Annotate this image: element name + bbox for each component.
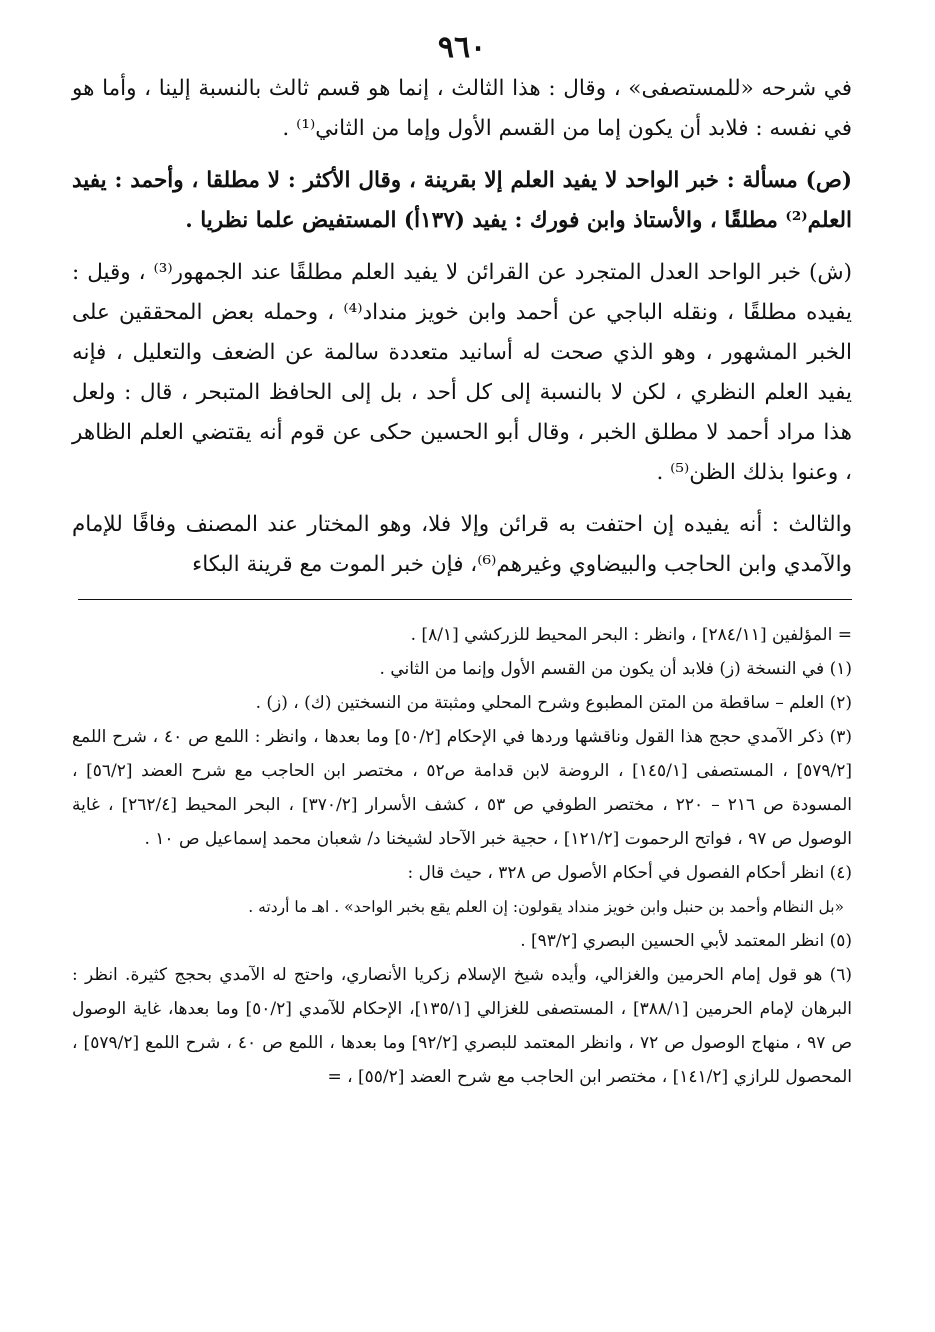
book-page [72, 30, 852, 1320]
footnote-divider [78, 599, 852, 600]
footnote-5: (٥) انظر المعتمد لأبي الحسين البصري [٩٣/٢] . [520, 931, 852, 951]
footnote-1: (١) في النسخة (ز) فلابد أن يكون من القسم الأول وإنما من الثاني . [379, 659, 852, 679]
footnote-4: (٤) انظر أحكام الفصول في أحكام الأصول ص ٣٢٨ ، حيث قال : [407, 863, 852, 883]
page-number: ٩٦٠ [437, 30, 487, 65]
footnote-6-text: (٦) هو قول إمام الحرمين والغزالي، وأيده شيخ الإسلام زكريا الأنصاري، واحتج له الآمدي بحجج كثيرة. انظر : البرهان لإمام الحرمين [٣٨٨/١] ، المستصفى للغزالي [١٣٥/١]، الإحكام للآمدي [٥٠/٢] وما بعدها، غاية الوصول ص ٩٧ ، منهاج الوصول ص ٧٢ ، وانظر المعتمد للبصري [٩٢/٢] وما بعدها ، اللمع ص ٤٠ ، شرح اللمع [٥٧٩/٢] ، المحصول للرازي [١٤١/٢] ، مختصر ابن الحاجب مع شرح العضد [٥٥/٢] ، [72, 965, 852, 1087]
footnote-4-quote: «بل النظام وأحمد بن حنبل وابن خويز منداد يقولون: إن العلم يقع بخبر الواحد» . اهـ ما أردته . [248, 898, 844, 916]
paragraph-3-sharh: (ش) خبر الواحد العدل المتجرد عن القرائن لا يفيد العلم مطلقًا عند الجمهور⁽³⁾ ، وقيل : يفيده مطلقًا ، ونقله الباجي عن أحمد وابن خويز منداد⁽⁴⁾ ، وحمله بعض المحققين على الخبر المشهور ، وهو الذي صحت له أسانيد متعددة سالمة عن الضعف والتعليل ، فإنه يفيد العلم النظري ، لكن لا بالنسبة إلى كل أحد ، بل إلى الحافظ المتبحر ، قال : ولعل هذا مراد أحمد لا مطلق الخبر ، وقال أبو الحسين حكى عن قوم أنه يقتضي العلم الظاهر ، وعنوا بذلك الظن⁽⁵⁾ . [72, 260, 852, 485]
footnote-6 [72, 958, 852, 1094]
paragraph-1: في شرحه «للمستصفى» ، وقال : هذا الثالث ، إنما هو قسم ثالث بالنسبة إلينا ، وأما هو في نفسه : فلابد أن يكون إما من القسم الأول وإما من الثاني⁽¹⁾ . [72, 76, 852, 141]
footnote-3: (٣) ذكر الآمدي حجج هذا القول وناقشها وردها في الإحكام [٥٠/٢] وما بعدها ، وانظر : اللمع ص ٤٠ ، شرح اللمع [٥٧٩/٢] ، المستصفى [١٤٥/١] ، الروضة لابن قدامة ص٥٢ ، مختصر ابن الحاجب مع شرح العضد [٥٦/٢] ، المسودة ص ٢١٦ – ٢٢٠ ، مختصر الطوفي ص ٥٣ ، كشف الأسرار [٣٧٠/٢] ، البحر المحيط [٢٦٢/٤] ، غاية الوصول ص ٩٧ ، فواتح الرحموت [١٢١/٢] ، حجية خبر الآحاد لشيخنا د/ شعبان محمد إسماعيل ص ١٠ . [72, 727, 853, 849]
paragraph-2-matn: (ص) مسألة : خبر الواحد لا يفيد العلم إلا بقرينة ، وقال الأكثر : لا مطلقا ، وأحمد : يفيد العلم⁽²⁾ مطلقًا ، والأستاذ وابن فورك : يفيد (١٣٧أ) المستفيض علما نظريا . [72, 168, 852, 233]
footnote-2: (٢) العلم – ساقطة من المتن المطبوع وشرح المحلي ومثبتة من النسختين (ك) ، (ز) . [255, 693, 852, 713]
continuation-mark: = [327, 1067, 342, 1087]
footnote-continuation: = المؤلفين [٢٨٤/١١] ، وانظر : البحر المحيط للزركشي [٨/١] . [410, 625, 852, 645]
paragraph-4: والثالث : أنه يفيده إن احتفت به قرائن وإلا فلا، وهو المختار عند المصنف وفاقًا للإمام والآمدي وابن الحاجب والبيضاوي وغيرهم⁽⁶⁾، فإن خبر الموت مع قرينة البكاء [72, 512, 852, 577]
